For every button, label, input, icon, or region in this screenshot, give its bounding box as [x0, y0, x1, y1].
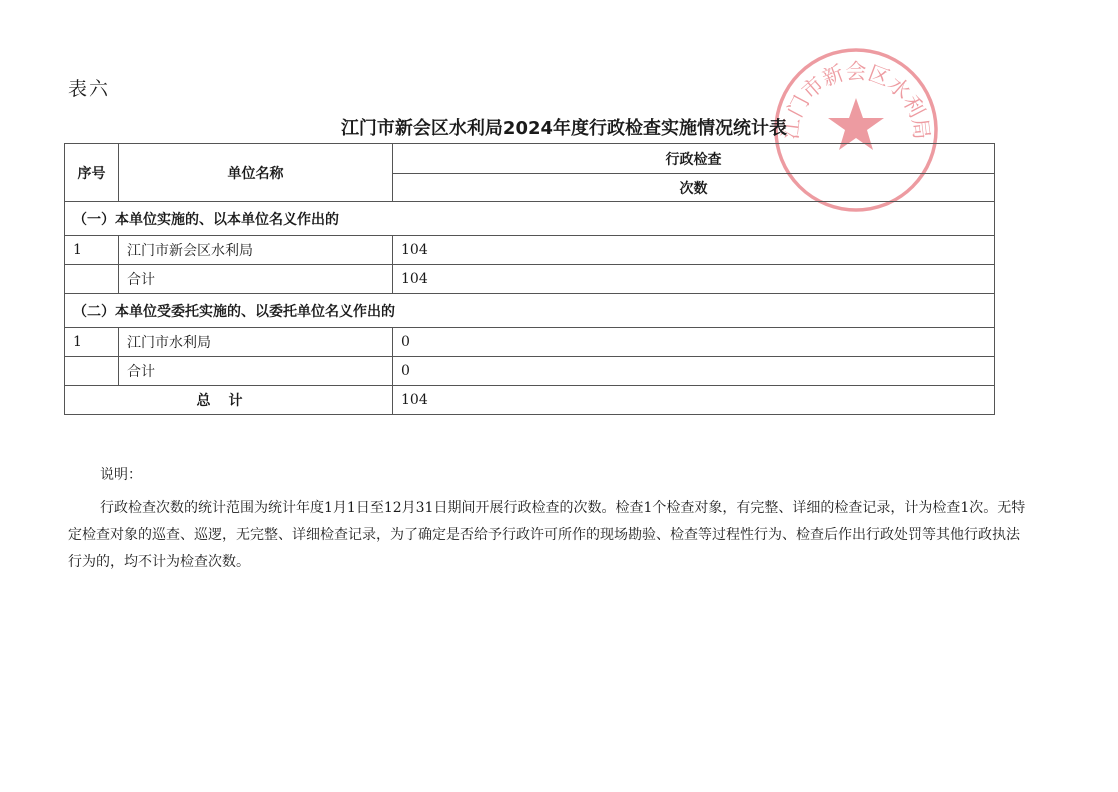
section-2-title: （二）本单位受委托实施的、以委托单位名义作出的: [65, 294, 995, 328]
document-title: 江门市新会区水利局2024年度行政检查实施情况统计表: [340, 118, 788, 139]
cell-seq: [65, 265, 119, 294]
total-label: 总计: [65, 386, 393, 415]
cell-seq: 1: [65, 328, 119, 357]
table-row: [65, 357, 995, 386]
cell-unit: 合计: [119, 265, 393, 294]
statistics-table: [64, 143, 995, 415]
seal-text: 江门市新会区水利局: [778, 59, 934, 141]
table-row: [65, 265, 995, 294]
cell-count: 0: [393, 328, 995, 357]
header-row-1: [65, 144, 995, 174]
cell-unit: 江门市水利局: [119, 328, 393, 357]
header-seq: 序号: [65, 144, 119, 202]
table-row: [65, 236, 995, 265]
notes-text: 行政检查次数的统计范围为统计年度1月1日至12月31日期间开展行政检查的次数。检查1个检查对象，有完整、详细的检查记录，计为检查1次。无特定检查对象的巡查、巡逻，无完整、详细检查记录，为了确定是否给予行政许可所作的现场勘验、检查等过程性行为、检查后作出行政处罚等其他行政执法行为的，均不计为检查次数。: [68, 500, 1026, 570]
cell-count: 104: [393, 236, 995, 265]
cell-count: 0: [393, 357, 995, 386]
cell-seq: [65, 357, 119, 386]
header-admin-inspection: 行政检查: [393, 144, 995, 174]
cell-count: 104: [393, 265, 995, 294]
notes-label: 说明：: [100, 467, 142, 483]
cell-unit: 合计: [119, 357, 393, 386]
cell-seq: 1: [65, 236, 119, 265]
section-row: [65, 294, 995, 328]
header-count: 次数: [393, 174, 995, 202]
section-row: [65, 202, 995, 236]
header-unit-name: 单位名称: [119, 144, 393, 202]
notes: [68, 462, 1028, 576]
total-row: [65, 386, 995, 415]
total-value: 104: [393, 386, 995, 415]
table-row: [65, 328, 995, 357]
table-label: 表六: [68, 78, 111, 100]
cell-unit: 江门市新会区水利局: [119, 236, 393, 265]
section-1-title: （一）本单位实施的、以本单位名义作出的: [65, 202, 995, 236]
